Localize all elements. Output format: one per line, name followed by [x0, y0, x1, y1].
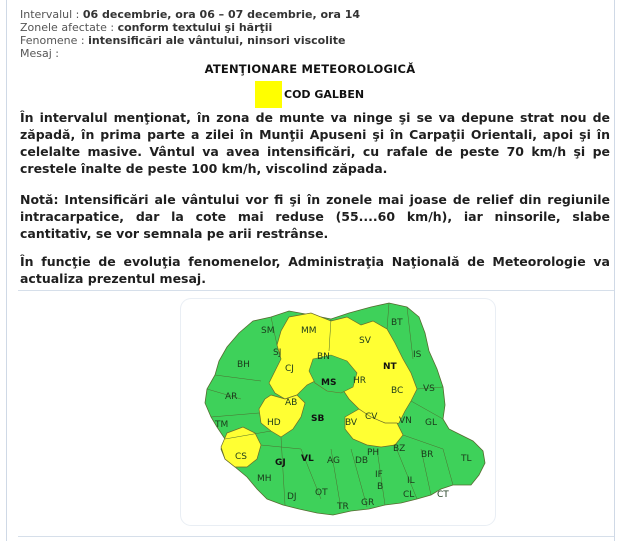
phenomena-label: Fenomene :	[20, 34, 89, 47]
code-level	[255, 81, 364, 108]
label-il: IL	[407, 476, 415, 486]
label-bz: BZ	[393, 444, 406, 454]
label-nt: NT	[383, 362, 397, 372]
label-hr: HR	[353, 376, 367, 386]
phenomena-row	[20, 34, 345, 48]
label-cv: CV	[365, 412, 378, 422]
label-bt: BT	[391, 318, 403, 328]
label-bv: BV	[345, 418, 358, 428]
label-vn: VN	[399, 416, 412, 426]
label-tm: TM	[215, 420, 229, 430]
zones-row	[20, 21, 272, 35]
label-b: B	[377, 482, 384, 492]
label-hd: HD	[267, 418, 281, 428]
label-gr: GR	[361, 498, 375, 508]
label-vl: VL	[301, 454, 314, 464]
warning-map	[181, 299, 495, 525]
code-label: COD GALBEN	[284, 88, 365, 101]
forecast-paragraph: În intervalul menţionat, în zona de munte va ninge şi se va depune strat nou de zăpadă, în prima parte a zilei în Munţii Apuseni şi în Carpaţii Orientali, apoi şi în celelalte masive. Vântul va avea intensificări, cu rafale de peste 70 km/h şi pe crestele înalte de peste 100 km/h, viscolind zăpada.	[20, 110, 610, 176]
label-cs: CS	[235, 452, 247, 462]
label-ag: AG	[327, 456, 340, 466]
label-ph: PH	[367, 448, 380, 458]
label-mm: MM	[301, 326, 317, 336]
label-tl: TL	[461, 454, 472, 464]
label-ab: AB	[285, 398, 298, 408]
interval-value: 06 decembrie, ora 06 – 07 decembrie, ora 14	[82, 8, 361, 21]
divider-top	[18, 290, 614, 291]
label-is: IS	[413, 350, 422, 360]
message-label: Mesaj :	[20, 47, 59, 60]
note-paragraph: Notă: Intensificări ale vântului vor fi şi în zonele mai joase de relief din regiunile intracarpatice, dar la cote mai reduse (55....60 km/h), iar ninsorile, slabe cantitativ, se vor semnala pe arii restrânse.	[20, 192, 610, 241]
label-mh: MH	[257, 474, 272, 484]
label-vs: VS	[423, 384, 435, 394]
label-gj: GJ	[275, 458, 286, 468]
label-if: IF	[375, 470, 383, 480]
label-bc: BC	[391, 386, 404, 396]
label-sm: SM	[261, 326, 275, 336]
divider-bottom	[18, 536, 614, 537]
update-paragraph: În funcţie de evoluţia fenomenelor, Administraţia Naţională de Meteorologie va actualiza prezentul mesaj.	[20, 254, 610, 286]
label-bh: BH	[237, 360, 250, 370]
romania-map-svg	[181, 299, 495, 525]
label-ot: OT	[315, 488, 328, 498]
label-ct: CT	[437, 490, 449, 500]
zones-label: Zonele afectate :	[20, 21, 118, 34]
label-bn: BN	[317, 352, 330, 362]
label-ms: MS	[321, 378, 337, 388]
label-cl: CL	[403, 490, 415, 500]
label-cj: CJ	[285, 364, 294, 374]
label-gl: GL	[425, 418, 437, 428]
phenomena-value: intensificări ale vântului, ninsori viscolite	[88, 34, 346, 47]
interval-row	[20, 8, 360, 22]
label-sb: SB	[311, 414, 325, 424]
label-br: BR	[421, 450, 434, 460]
page-right-border	[614, 0, 615, 541]
label-ar: AR	[225, 392, 238, 402]
message-row	[20, 47, 59, 61]
label-tr: TR	[337, 502, 349, 512]
alert-title: ATENŢIONARE METEOROLOGICĂ	[204, 62, 416, 76]
yellow-code-swatch	[255, 81, 282, 108]
label-dj: DJ	[287, 492, 297, 502]
label-sj: SJ	[273, 348, 282, 358]
page-left-border	[6, 0, 7, 541]
interval-label: Intervalul :	[20, 8, 83, 21]
zones-value: conform textului şi hărţii	[117, 21, 273, 34]
label-sv: SV	[359, 336, 371, 346]
label-db: DB	[355, 456, 369, 466]
